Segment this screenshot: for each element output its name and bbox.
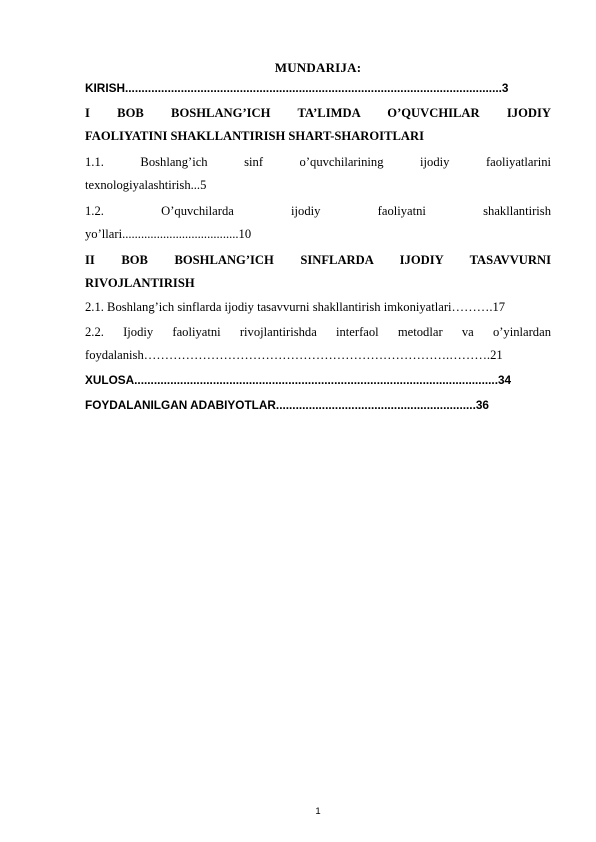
toc-entry-xulosa: XULOSA...............................................................................................................34 <box>85 373 512 387</box>
toc-title: MUNDARIJA: <box>274 60 362 75</box>
toc-section-2-2-line-1: 2.2. Ijodiy faoliyatni rivojlantirishda interfaol metodlar va o’yinlardan <box>85 325 551 339</box>
toc-section-2-1: 2.1. Boshlang’ich sinflarda ijodiy tasavvurni shakllantirish imkoniyatlari……….17 <box>85 300 506 314</box>
toc-chapter-1-line-1: I BOB BOSHLANG’ICH TA’LIMDA O’QUVCHILAR IJODIY <box>85 106 551 120</box>
toc-entry-kirish: KIRISH...................................................................................................................3 <box>85 81 509 95</box>
toc-chapter-2-line-1: II BOB BOSHLANG’ICH SINFLARDA IJODIY TASAVVURNI <box>85 253 551 267</box>
toc-section-1-2-line-1: 1.2. O’quvchilarda ijodiy faoliyatni shakllantirish <box>85 204 551 218</box>
toc-section-2-2-line-2: foydalanish……………………………………………………………….……….21 <box>85 348 503 362</box>
toc-chapter-1-line-2: FAOLIYATINI SHAKLLANTIRISH SHART-SHAROITLARI <box>85 129 424 143</box>
toc-section-1-2-line-2: yo’llari.....................................10 <box>85 227 252 241</box>
page-number: 1 <box>315 806 321 817</box>
toc-section-1-1-line-1: 1.1. Boshlang’ich sinf o’quvchilarining ijodiy faoliyatlarini <box>85 155 551 169</box>
toc-section-1-1-line-2: texnologiyalashtirish...5 <box>85 178 207 192</box>
toc-entry-adabiyotlar: FOYDALANILGAN ADABIYOTLAR.............................................................36 <box>85 398 489 412</box>
toc-chapter-2-line-2: RIVOJLANTIRISH <box>85 276 195 290</box>
